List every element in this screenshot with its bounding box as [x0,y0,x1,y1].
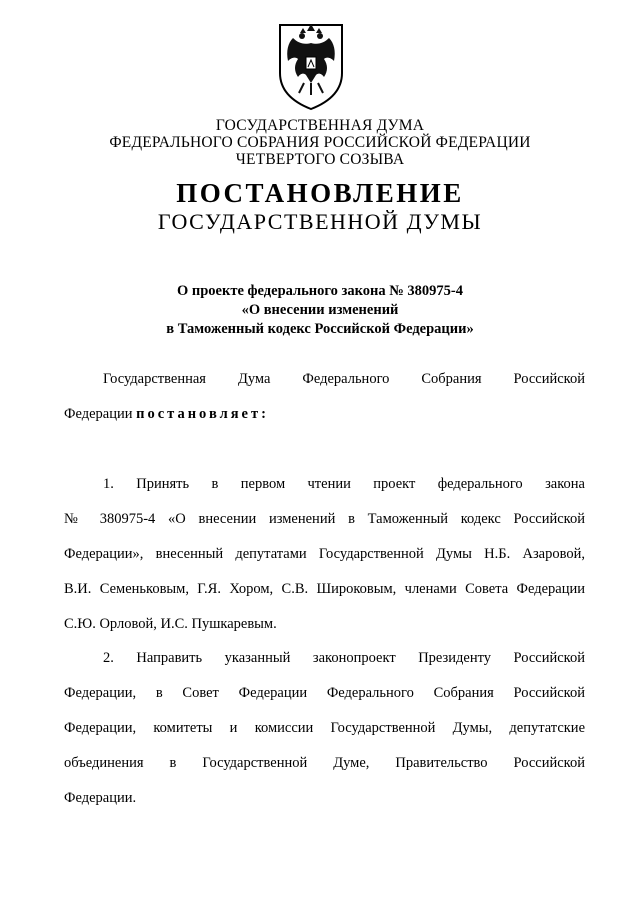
preamble-paragraph [64,370,585,440]
item-1-line-1: 1. Принять в первом чтении проект федерального закона [103,476,585,492]
item-2-line-3: Федерации, комитеты и комиссии Государственной Думы, депутатские [64,720,585,736]
item-2-line-4: объединения в Государственной Думе, Правительство Российской [64,755,585,771]
header-line-duma: ГОСУДАРСТВЕННАЯ ДУМА [215,117,425,134]
item-2-paragraph [64,649,585,824]
organization-header [0,117,640,168]
item-1-line-2: № 380975-4 «О внесении изменений в Таможенный кодекс Российской [64,511,585,527]
item-1-line-4: В.И. Семеньковым, Г.Я. Хором, С.В. Широковым, членами Совета Федерации [64,581,585,597]
preamble-line-1: Государственная Дума Федерального Собрания Российской [103,371,585,387]
item-1-line-3: Федерации», внесенный депутатами Государственной Думы Н.Б. Азаровой, [64,546,585,562]
preamble-line-2 [64,405,585,440]
item-2-line-5: Федерации. [64,790,137,806]
preamble-line-2-prefix: Федерации [64,406,137,422]
document-issuer-title: ГОСУДАРСТВЕННОЙ ДУМЫ [157,209,483,234]
document-type-title: ПОСТАНОВЛЕНИЕ [176,178,464,208]
item-2-line-1: 2. Направить указанный законопроект Президенту Российской [103,650,585,666]
item-2-line-2: Федерации, в Совет Федерации Федерального Собрания Российской [64,685,585,701]
subject-line-2: «О внесении изменений [241,302,399,318]
subject-line-3: в Таможенный кодекс Российской Федерации» [166,321,474,337]
decree-keyword: постановляет: [136,406,269,422]
subject-line-1: О проекте федерального закона № 380975-4 [176,283,464,299]
header-line-federal-assembly: ФЕДЕРАЛЬНОГО СОБРАНИЯ РОССИЙСКОЙ ФЕДЕРАЦИИ [109,134,531,151]
item-1-line-5: С.Ю. Орловой, И.С. Пушкаревым. [64,616,277,632]
resolution-subject [0,282,640,339]
double-headed-eagle-icon [276,21,346,111]
coat-of-arms-emblem [276,21,346,111]
header-line-convocation: ЧЕТВЕРТОГО СОЗЫВА [235,151,405,168]
item-1-paragraph [64,475,585,650]
